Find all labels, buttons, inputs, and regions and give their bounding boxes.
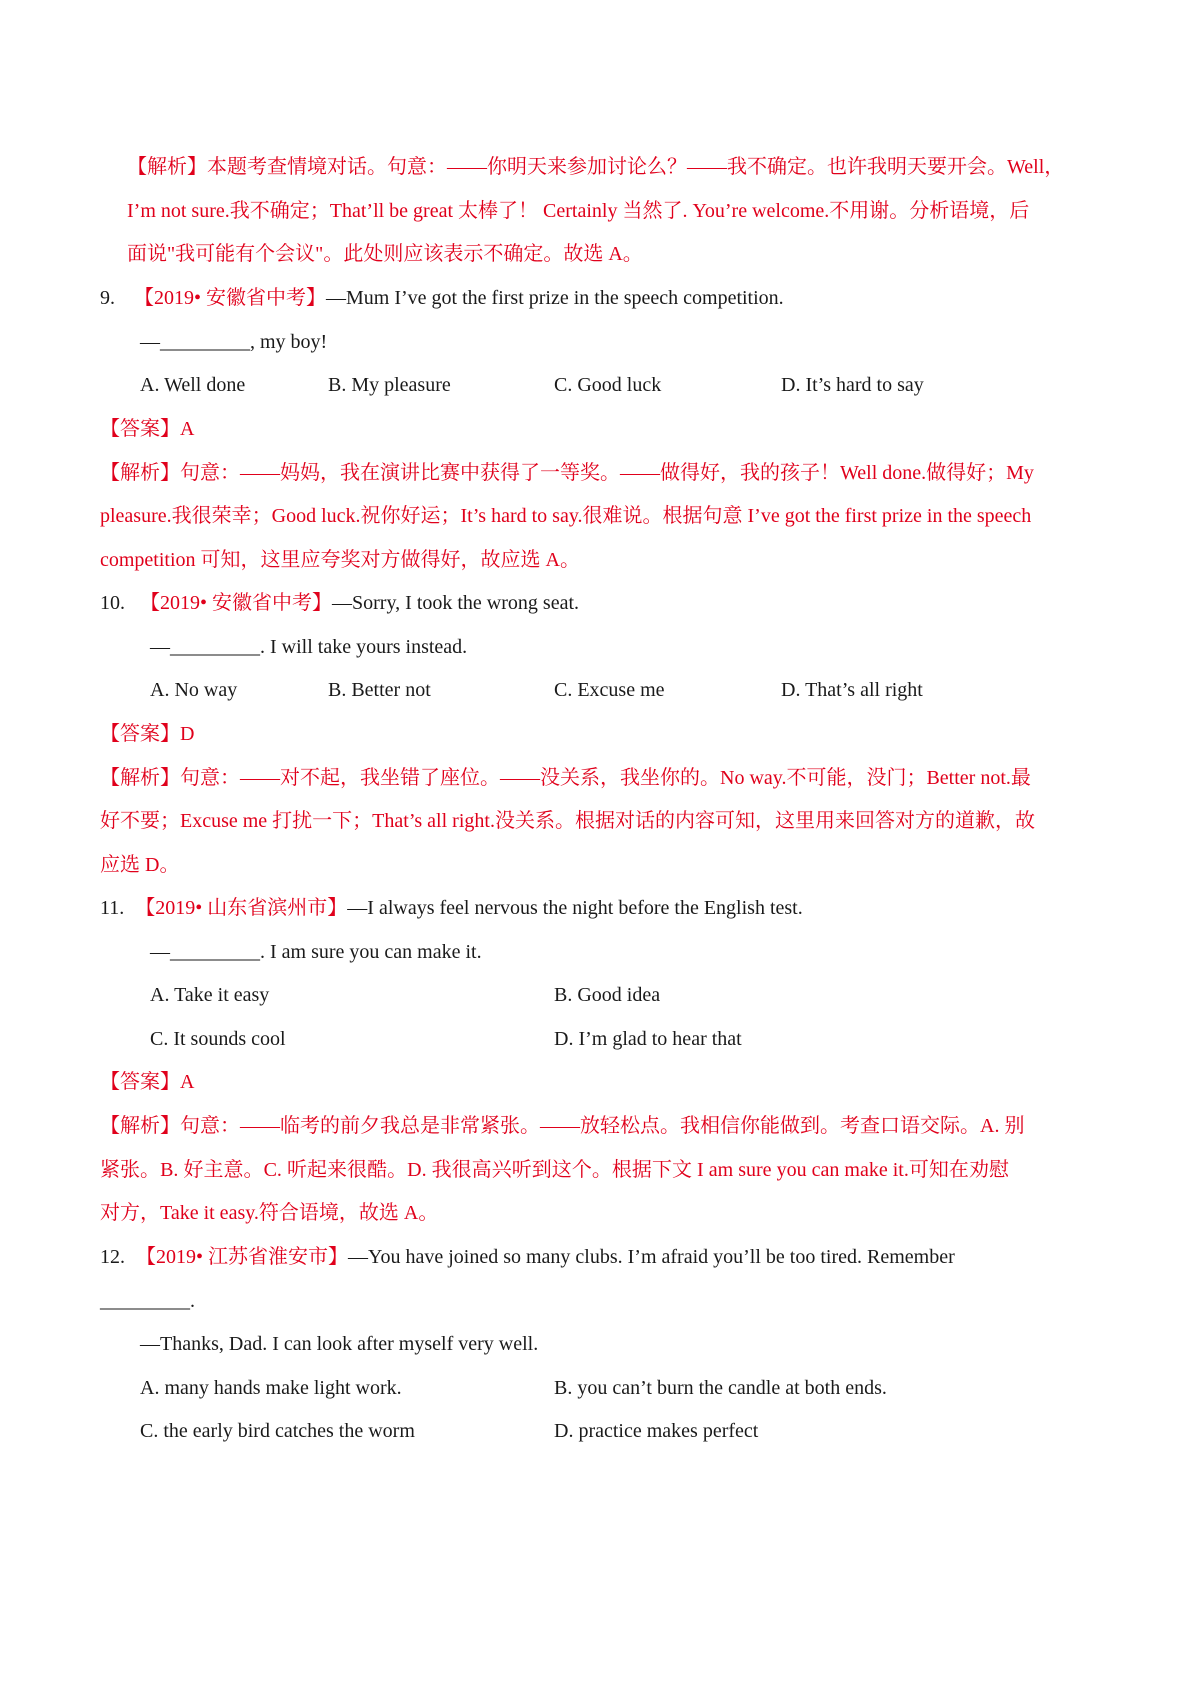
question-11-response: —_________. I am sure you can make it. bbox=[150, 941, 482, 963]
question-9-analysis-line-1: 【解析】句意：——妈妈，我在演讲比赛中获得了一等奖。——做得好，我的孩子！Well done.做得好；My bbox=[100, 462, 1034, 484]
question-11-option-a: A. Take it easy bbox=[150, 984, 270, 1006]
question-source: 【2019• 安徽省中考】 bbox=[134, 287, 327, 309]
question-10-analysis-line-3: 应选 D。 bbox=[100, 854, 180, 876]
question-9-stem bbox=[100, 285, 784, 311]
question-10-answer: 【答案】D bbox=[100, 723, 195, 745]
question-12-option-b: B. you can’t burn the candle at both ends. bbox=[554, 1377, 887, 1399]
question-number: 10. bbox=[100, 592, 125, 614]
question-source: 【2019• 江苏省淮安市】 bbox=[136, 1246, 349, 1268]
question-9-option-a: A. Well done bbox=[140, 374, 246, 396]
question-12-option-c: C. the early bird catches the worm bbox=[140, 1420, 415, 1442]
question-9-option-d: D. It’s hard to say bbox=[781, 374, 924, 396]
question-9-answer: 【答案】A bbox=[100, 418, 195, 440]
question-10-option-d: D. That’s all right bbox=[781, 679, 923, 701]
question-number: 12. bbox=[100, 1246, 125, 1268]
question-10-analysis-line-1: 【解析】句意：——对不起，我坐错了座位。——没关系，我坐你的。No way.不可能，没门；Better not.最 bbox=[100, 767, 1031, 789]
question-11-answer: 【答案】A bbox=[100, 1071, 195, 1093]
question-9-analysis-line-2: pleasure.我很荣幸；Good luck.祝你好运；It’s hard to say.很难说。根据句意 I’ve got the first prize in the speech bbox=[100, 505, 1032, 527]
question-10-option-c: C. Excuse me bbox=[554, 679, 665, 701]
question-prompt: —Sorry, I took the wrong seat. bbox=[332, 592, 580, 614]
question-12-blank: _________. bbox=[100, 1290, 195, 1312]
q8-analysis-line-3: 面说"我可能有个会议"。此处则应该表示不确定。故选 A。 bbox=[127, 243, 643, 265]
question-11-analysis-line-3: 对方，Take it easy.符合语境，故选 A。 bbox=[100, 1202, 439, 1224]
question-11-analysis-line-2: 紧张。B. 好主意。C. 听起来很酷。D. 我很高兴听到这个。根据下文 I am sure you can make it.可知在劝慰 bbox=[100, 1159, 1009, 1181]
question-10-analysis-line-2: 好不要；Excuse me 打扰一下；That’s all right.没关系。根据对话的内容可知，这里用来回答对方的道歉，故 bbox=[100, 810, 1035, 832]
question-prompt: —You have joined so many clubs. I’m afraid you’ll be too tired. Remember bbox=[348, 1246, 955, 1268]
question-10-option-a: A. No way bbox=[150, 679, 238, 701]
question-12-option-a: A. many hands make light work. bbox=[140, 1377, 402, 1399]
question-number: 11. bbox=[100, 897, 125, 919]
question-source: 【2019• 安徽省中考】 bbox=[140, 592, 333, 614]
question-9-option-b: B. My pleasure bbox=[328, 374, 451, 396]
question-12-response: —Thanks, Dad. I can look after myself very well. bbox=[140, 1333, 539, 1355]
question-prompt: —Mum I’ve got the first prize in the speech competition. bbox=[326, 287, 784, 309]
q8-analysis-line-2: I’m not sure.我不确定；That’ll be great 太棒了！ Certainly 当然了. You’re welcome.不用谢。分析语境，后 bbox=[127, 200, 1030, 222]
question-number: 9. bbox=[100, 287, 115, 309]
question-source: 【2019• 山东省滨州市】 bbox=[135, 897, 348, 919]
question-11-analysis-line-1: 【解析】句意：——临考的前夕我总是非常紧张。——放轻松点。我相信你能做到。考查口语交际。A. 别 bbox=[100, 1115, 1025, 1137]
question-11-stem bbox=[100, 895, 803, 921]
question-9-option-c: C. Good luck bbox=[554, 374, 662, 396]
q8-analysis-line-1: 【解析】本题考查情境对话。句意：——你明天来参加讨论么？——我不确定。也许我明天要开会。Well， bbox=[127, 156, 1065, 178]
question-12-stem bbox=[100, 1244, 955, 1270]
question-11-option-c: C. It sounds cool bbox=[150, 1028, 286, 1050]
question-10-option-b: B. Better not bbox=[328, 679, 431, 701]
question-10-response: —_________. I will take yours instead. bbox=[150, 636, 468, 658]
question-11-option-d: D. I’m glad to hear that bbox=[554, 1028, 742, 1050]
question-12-option-d: D. practice makes perfect bbox=[554, 1420, 759, 1442]
question-9-response: —_________, my boy! bbox=[140, 331, 328, 353]
question-10-stem bbox=[100, 590, 579, 616]
question-11-option-b: B. Good idea bbox=[554, 984, 661, 1006]
question-prompt: —I always feel nervous the night before the English test. bbox=[347, 897, 803, 919]
question-9-analysis-line-3: competition 可知，这里应夸奖对方做得好，故应选 A。 bbox=[100, 549, 580, 571]
